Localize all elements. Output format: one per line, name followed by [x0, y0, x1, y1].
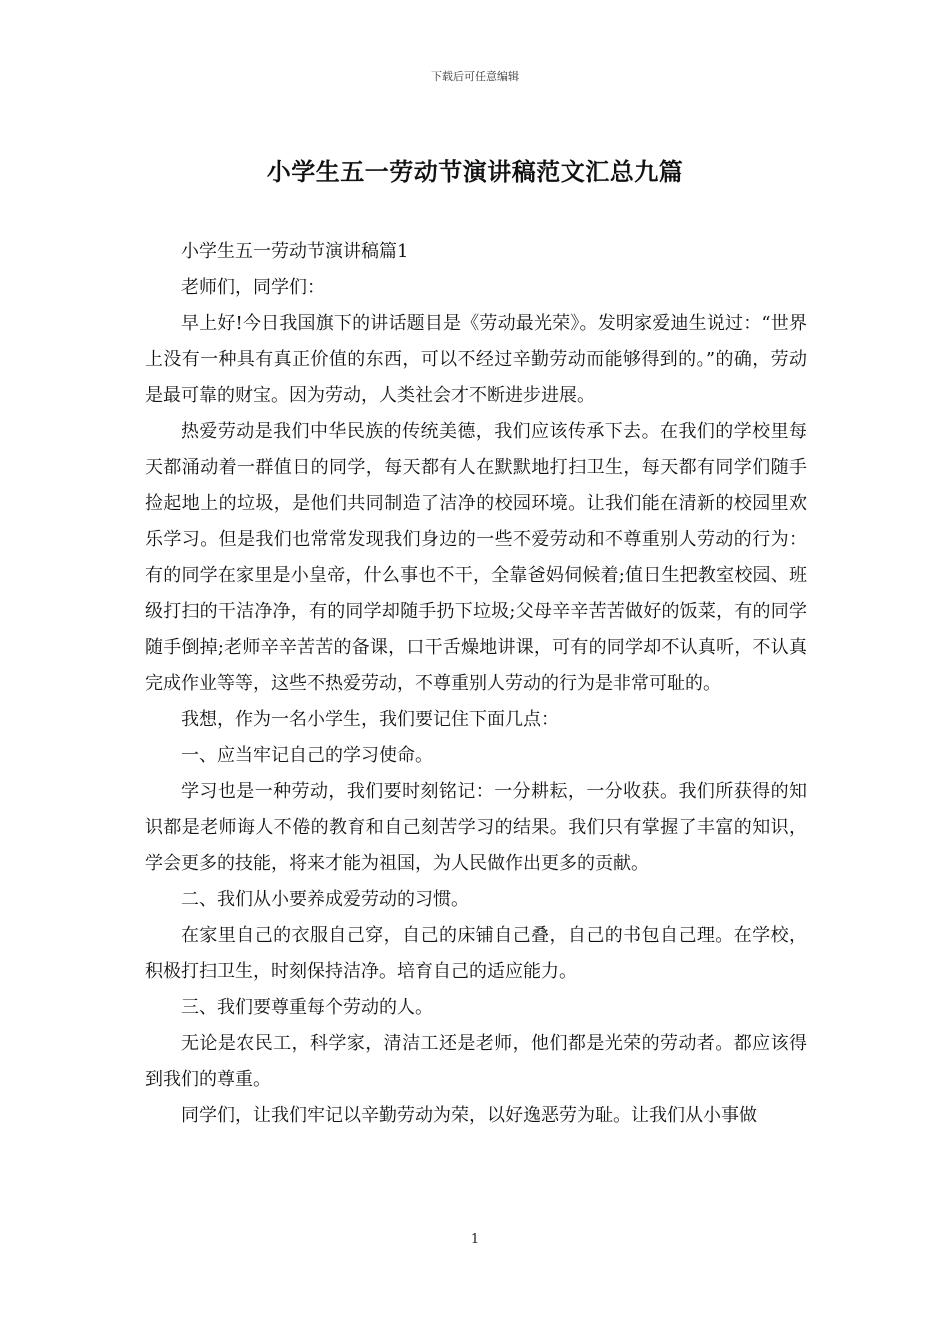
paragraph: 无论是农民工，科学家，清洁工还是老师，他们都是光荣的劳动者。都应该得到我们的尊重。: [145, 1033, 807, 1090]
point-heading: 三、我们要尊重每个劳动的人。: [181, 997, 433, 1018]
paragraph: 同学们，让我们牢记以辛勤劳动为荣，以好逸恶劳为耻。让我们从小事做: [181, 1105, 757, 1126]
page-header-note: 下载后可任意编辑: [431, 70, 519, 83]
section-heading: 小学生五一劳动节演讲稿篇1: [181, 241, 409, 262]
document-title: 小学生五一劳动节演讲稿范文汇总九篇: [266, 157, 684, 186]
paragraph: 学习也是一种劳动，我们要时刻铭记：一分耕耘，一分收获。我们所获得的知识都是老师诲人不倦的教育和自己刻苦学习的结果。我们只有掌握了丰富的知识，学会更多的技能，将来才能为祖国，为人民做作出更多的贡献。: [145, 781, 807, 874]
page-number: 1: [470, 1232, 480, 1247]
document-body: [145, 234, 807, 1134]
paragraph: 我想，作为一名小学生，我们要记住下面几点：: [181, 709, 559, 730]
paragraph: 在家里自己的衣服自己穿，自己的床铺自己叠，自己的书包自己理。在学校，积极打扫卫生，时刻保持洁净。培育自己的适应能力。: [145, 925, 807, 982]
salutation: 老师们，同学们：: [181, 277, 325, 298]
paragraph: 早上好!今日我国旗下的讲话题目是《劳动最光荣》。发明家爱迪生说过：“世界上没有一种具有真正价值的东西，可以不经过辛勤劳动而能够得到的。”的确，劳动是最可靠的财宝。因为劳动，人类社会才不断进步进展。: [145, 313, 807, 406]
point-heading: 一、应当牢记自己的学习使命。: [181, 745, 433, 766]
paragraph: 热爱劳动是我们中华民族的传统美德，我们应该传承下去。在我们的学校里每天都涌动着一群值日的同学，每天都有人在默默地打扫卫生，每天都有同学们随手捡起地上的垃圾，是他们共同制造了洁净的校园环境。让我们能在清新的校园里欢乐学习。但是我们也常常发现我们身边的一些不爱劳动和不尊重别人劳动的行为：有的同学在家里是小皇帝，什么事也不干，全靠爸妈伺候着;值日生把教室校园、班级打扫的干洁净净，有的同学却随手扔下垃圾;父母辛辛苦苦做好的饭菜，有的同学随手倒掉;老师辛辛苦苦的备课，口干舌燥地讲课，可有的同学却不认真听，不认真完成作业等等，这些不热爱劳动，不尊重别人劳动的行为是非常可耻的。: [145, 421, 807, 694]
point-heading: 二、我们从小要养成爱劳动的习惯。: [181, 889, 469, 910]
